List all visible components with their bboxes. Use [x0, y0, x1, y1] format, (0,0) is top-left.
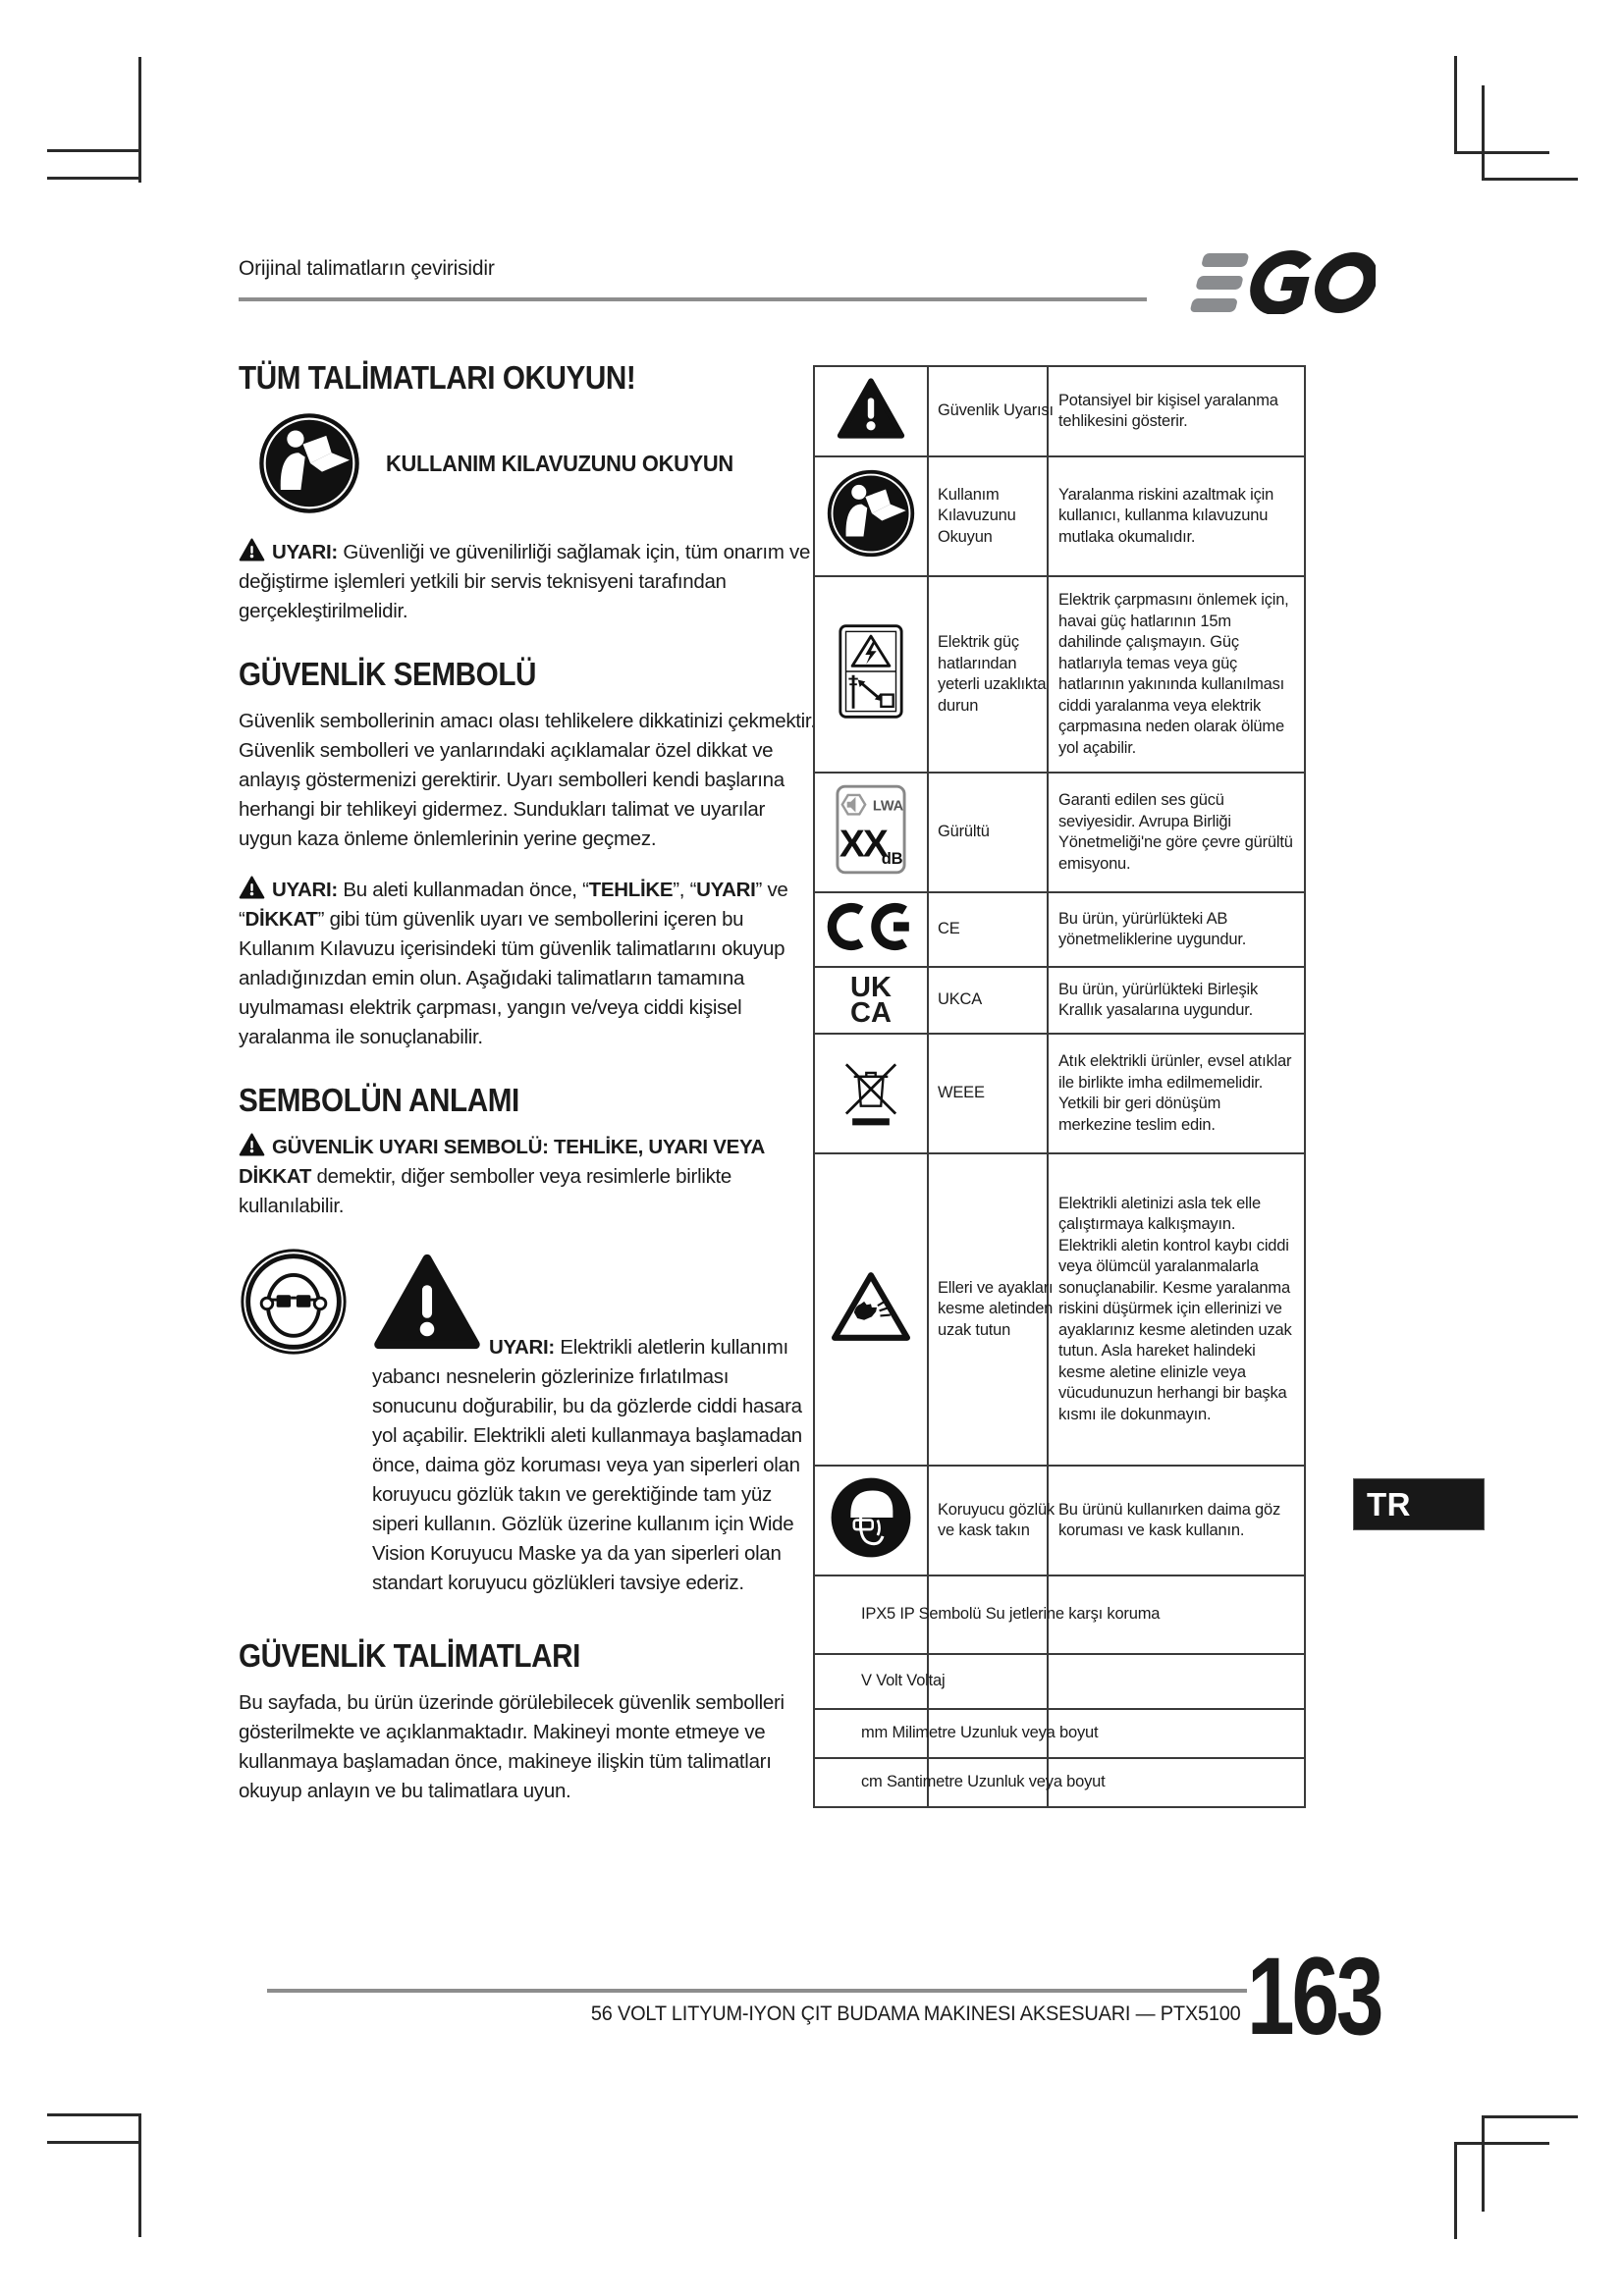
- symbol-row-helmet: Koruyucu gözlük ve kask takın Bu ürünü kullanırken daima göz koruması ve kask kullanın.: [814, 1466, 1305, 1575]
- svg-text:dB: dB: [881, 848, 903, 868]
- section-title-safety-instructions: GÜVENLİK TALİMATLARI: [239, 1637, 580, 1674]
- safety-goggles-icon: [239, 1247, 349, 1357]
- symbol-row-volt: V Volt Voltaj: [814, 1654, 1305, 1709]
- symbol-row-read-manual: Kullanım Kılavuzunu Okuyun Yaralanma riskini azaltmak için kullanıcı, kullanma kılavuzunu mutlaka okumalıdır.: [814, 456, 1305, 576]
- warning-triangle-icon: [836, 377, 906, 440]
- language-tab-tr: TR: [1353, 1478, 1485, 1530]
- footer-product-line: 56 VOLT LITYUM-IYON ÇIT BUDAMA MAKINESI AKSESUARI — PTX5100: [591, 2002, 1241, 2025]
- symbol-row-ce: CE Bu ürün, yürürlükteki AB yönetmeliklerine uygundur.: [814, 892, 1305, 967]
- warning-label: UYARI:: [272, 541, 338, 563]
- page-title: TÜM TALİMATLARI OKUYUN!: [239, 359, 636, 396]
- warning-paragraph-2: UYARI: Bu aleti kullanmadan önce, “TEHLİKE”, “UYARI” ve “DİKKAT” gibi tüm güvenlik uyarı ve sembollerini içeren bu Kullanım Kılavuzu içerisindeki tüm güvenlik talimatlarını okuyup anladığınızdan emin olun. Aşağıdaki talimatların tamamına uyulmaması elektrik çarpması, yangın ve/veya ciddi kişisel yaralanma ile sonuçlanabilir.: [239, 876, 816, 1052]
- warning-label: UYARI:: [272, 879, 338, 901]
- symbol-row-ukca: UK CA UKCA Bu ürün, yürürlükteki Birleşik Krallık yasalarına uygundur.: [814, 967, 1305, 1034]
- warning-triangle-icon: [239, 876, 265, 899]
- symbol-row-cm: cm Santimetre Uzunluk veya boyut: [814, 1758, 1305, 1807]
- warning-label: UYARI:: [489, 1336, 555, 1359]
- weee-icon: [839, 1053, 903, 1128]
- symbol-row-ipx5: IPX5 IP Sembolü Su jetlerine karşı koruma: [814, 1575, 1305, 1654]
- symbol-row-safety-alert: Güvenlik Uyarısı Potansiyel bir kişisel yaralanma tehlikesini gösterir.: [814, 366, 1305, 456]
- eye-protection-row: [239, 1241, 816, 1598]
- read-manual-icon: [256, 410, 362, 516]
- cut-hazard-icon: [829, 1268, 913, 1345]
- security-symbol-body: Güvenlik sembollerinin amacı olası tehlikelere dikkatinizi çekmektir. Güvenlik sembolleri ve yanlarındaki açıklamalar özel dikkat ve anlayış göstermenizi gerektirir. Uyarı sembolleri kendi başlarına herhangi bir tehlikeyi gidermez. Sundukları talimat ve uyarılar uygun kaza önleme önlemlerinin yerine geçmez.: [239, 710, 816, 850]
- read-manual-icon: [825, 467, 917, 560]
- footer-rule: [267, 1989, 1247, 1993]
- warning-triangle-icon: [372, 1247, 482, 1357]
- helmet-goggles-icon: [829, 1475, 913, 1560]
- read-manual-row: [256, 410, 816, 516]
- symbol-row-weee: WEEE Atık elektrikli ürünler, evsel atıklar ile birlikte imha edilmemelidir. Yetkili bir geri dönüşüm merkezine teslim edin.: [814, 1034, 1305, 1153]
- power-lines-icon: [838, 620, 904, 722]
- warning-paragraph-3: UYARI: Elektrikli aletlerin kullanımı yabancı nesnelerin gözlerinize fırlatılması sonucunu doğurabilir, bu da gözlerde ciddi hasara yol açabilir. Elektrikli aleti kullanmaya başlamadan önce, daima göz koruması veya yan siperleri olan koruyucu gözlük takın ve gerektiğinde tam yüz siperi kullanın. Gözlük üzerine kullanım için Wide Vision Koruyucu Maske ya da yan siperleri olan standart koruyucu gözlükleri tavsiye ederiz.: [372, 1241, 816, 1598]
- ego-logo: [1162, 249, 1376, 314]
- left-column: [239, 359, 816, 1806]
- ce-icon: [826, 900, 916, 953]
- symbol-row-noise: LWA XX dB Gürültü Garanti edilen ses gücü seviyesidir. Avrupa Birliği Yönetmeliği'ne göre çevre gürültü emisyonu.: [814, 773, 1305, 892]
- symbol-row-power-lines: Elektrik güç hatlarından yeterli uzaklıkta durun Elektrik çarpmasını önlemek için, havai güç hatlarının 15m dahilinde çalışmayın. Güç hatlarıyla temas veya güç hatlarının yakınında kullanılması ciddi yaralanma veya elektrik çarpmasına neden olarak ölüme yol açabilir.: [814, 576, 1305, 773]
- warning-triangle-icon: [239, 1133, 265, 1156]
- header-rule: [239, 297, 1147, 301]
- svg-text:LWA: LWA: [872, 798, 903, 815]
- ukca-icon: UK CA: [850, 972, 892, 1029]
- symbol-row-mm: mm Milimetre Uzunluk veya boyut: [814, 1709, 1305, 1758]
- svg-text:XX: XX: [839, 823, 887, 866]
- symbol-meaning-body: GÜVENLİK UYARI SEMBOLÜ: TEHLİKE, UYARI VEYA DİKKAT demektir, diğer semboller veya resimlerle birlikte kullanılabilir.: [239, 1133, 816, 1221]
- section-title-security-symbol: GÜVENLİK SEMBOLÜ: [239, 656, 537, 692]
- warning-paragraph-1: UYARI: Güvenliği ve güvenilirliği sağlamak için, tüm onarım ve değiştirme işlemleri yetkili bir servis teknisyeni tarafından gerçekleştirilmelidir.: [239, 538, 816, 626]
- warning-triangle-icon: [239, 538, 265, 561]
- section-title-symbol-meaning: SEMBOLÜN ANLAMI: [239, 1082, 519, 1118]
- page-number: 163: [1247, 1935, 1381, 2057]
- safety-instructions-body: Bu sayfada, bu ürün üzerinde görülebilecek güvenlik sembolleri gösterilmekte ve açıklanmaktadır. Makineyi monte etmeye ve kullanmaya başlamadan önce, makineye ilişkin tüm talimatları okuyup anlayın ve bu talimatlara uyun.: [239, 1691, 785, 1802]
- read-manual-label: KULLANIM KILAVUZUNU OKUYUN: [386, 450, 733, 476]
- noise-icon: [835, 783, 907, 876]
- symbol-table: [813, 365, 1306, 1808]
- symbol-row-cut-hazard: Elleri ve ayakları kesme aletinden uzak tutun Elektrikli aletinizi asla tek elle çalıştırmaya kalkışmayın. Elektrikli aletin kontrol kaybı ciddi veya ölümcül yaralanmalarla sonuçlanabilir. Kesme yaralanma riskini düşürmek için ellerinizi ve ayaklarınız kesme aletinden uzak tutun. Asla hareket halindeki kesme aletine elinizle veya vücudunuzun herhangi bir başka kısmı ile dokunmayın.: [814, 1153, 1305, 1466]
- header-tagline: Orijinal talimatların çevirisidir: [239, 257, 495, 280]
